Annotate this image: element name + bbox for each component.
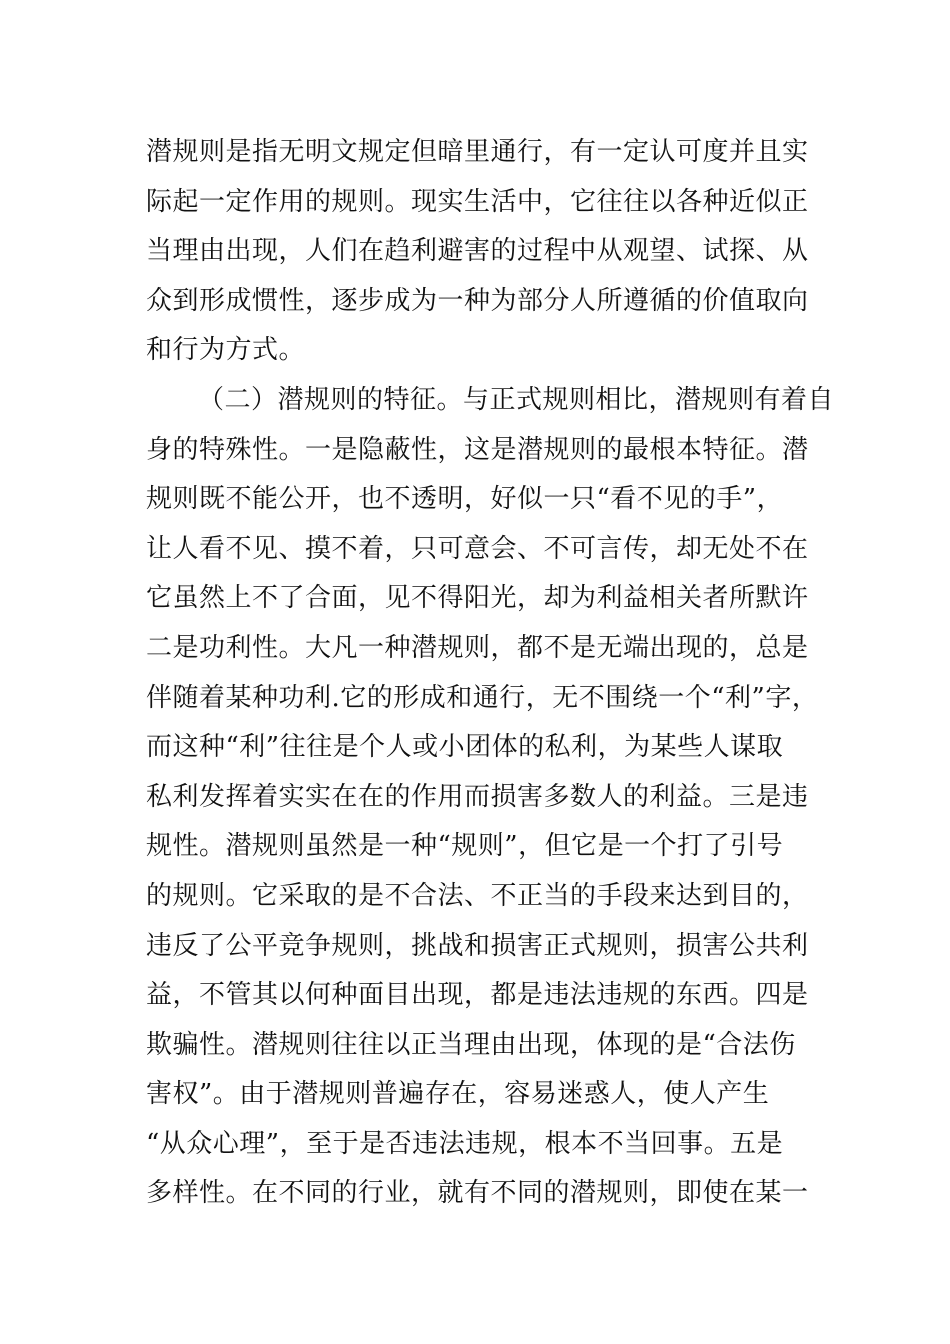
body-text: [146, 128, 846, 1219]
text-line: 规性。潜规则虽然是一种“规则”，但它是一个打了引号: [146, 831, 784, 862]
text-line: 身的特殊性。一是隐蔽性，这是潜规则的最根本特征。潜: [146, 434, 809, 465]
text-line: 而这种“利”往往是个人或小团体的私利，为某些人谋取: [146, 732, 784, 763]
text-line: 违反了公平竞争规则，挑战和损害正式规则，损害公共利: [146, 930, 809, 961]
text-line: 的规则。它采取的是不合法、不正当的手段来达到目的，: [146, 880, 809, 911]
text-line: 它虽然上不了合面，见不得阳光，却为利益相关者所默许: [146, 583, 809, 614]
text-line: 际起一定作用的规则。现实生活中，它往往以各种近似正: [146, 186, 809, 217]
text-line: 当理由出现，人们在趋利避害的过程中从观望、试探、从: [146, 236, 809, 267]
text-line: 欺骗性。潜规则往往以正当理由出现，体现的是“合法伤: [146, 1029, 796, 1060]
text-line: 让人看不见、摸不着，只可意会、不可言传，却无处不在: [146, 533, 809, 564]
text-line: 多样性。在不同的行业，就有不同的潜规则，即使在某一: [146, 1178, 809, 1209]
text-line: 益，不管其以何种面目出现，都是违法违规的东西。四是: [146, 980, 809, 1011]
text-line: 潜规则是指无明文规定但暗里通行，有一定认可度并且实: [146, 137, 809, 167]
text-line: 二是功利性。大凡一种潜规则，都不是无端出现的，总是: [146, 632, 809, 663]
text-line: 害权”。由于潜规则普遍存在，容易迷惑人，使人产生: [146, 1079, 770, 1110]
text-line: “从众心理”，至于是否违法违规，根本不当回事。五是: [146, 1128, 784, 1159]
text-line: 私利发挥着实实在在的作用而损害多数人的利益。三是违: [146, 781, 809, 812]
text-line: 众到形成惯性，逐步成为一种为部分人所遵循的价值取向: [146, 285, 809, 316]
text-line: 伴随着某种功利.它的形成和通行，无不围绕一个“利”字，: [146, 682, 819, 713]
text-line: 和行为方式。: [146, 335, 306, 366]
paragraph-heading-line: （二）潜规则的特征。与正式规则相比，潜规则有着自: [198, 384, 835, 415]
text-line: 规则既不能公开，也不透明，好似一只“看不见的手”，: [146, 484, 784, 515]
